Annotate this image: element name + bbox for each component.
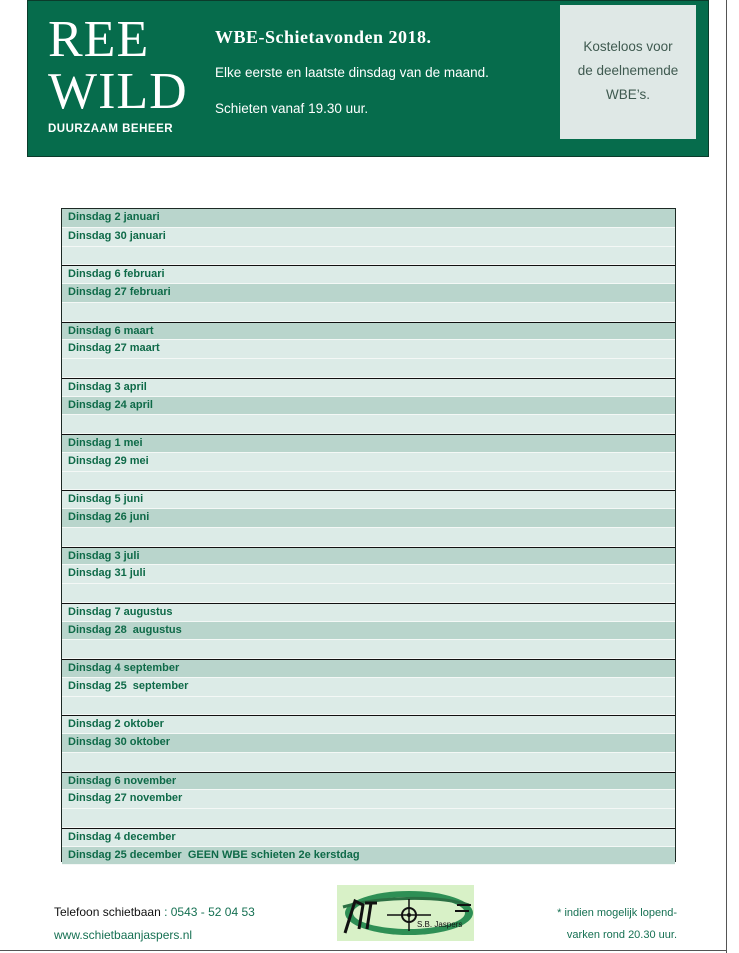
schedule-row (62, 453, 675, 472)
schedule-date: Dinsdag 5 juni (68, 493, 144, 506)
schedule-row (62, 547, 675, 566)
schedule-date: Dinsdag 6 maart (68, 324, 154, 337)
schedule-row (62, 490, 675, 509)
schedule-date: Dinsdag 29 mei (68, 454, 149, 467)
schedule-table (61, 208, 676, 862)
footnote-line-2: varken rond 20.30 uur. (566, 929, 677, 941)
schedule-date: Dinsdag 1 mei (68, 437, 143, 449)
schedule-row (62, 678, 675, 697)
logo-tagline: DUURZAAM BEHEER (48, 123, 174, 135)
schedule-date: Dinsdag 7 augustus (68, 605, 173, 618)
schedule-date: Dinsdag 27 november (68, 792, 183, 805)
page-title: WBE-Schietavonden 2018. (215, 27, 432, 47)
header-subtitle-schedule: Elke eerste en laatste dinsdag van de maand. (215, 65, 489, 80)
schedule-date: Dinsdag 6 november (68, 774, 177, 787)
schedule-row (62, 790, 675, 809)
schedule-row (62, 265, 675, 284)
schedule-spacer-row (62, 640, 675, 659)
schedule-date: Dinsdag 2 oktober (68, 718, 164, 731)
schedule-date: Dinsdag 25 december GEEN WBE schieten 2e kerstdag (68, 848, 360, 861)
schedule-date: Dinsdag 25 september (68, 679, 189, 692)
schedule-row (62, 847, 675, 866)
page-edge-bottom (0, 950, 727, 951)
schedule-row (62, 397, 675, 416)
schedule-date: Dinsdag 27 februari (68, 286, 171, 298)
phone-info (54, 905, 255, 919)
schedule-date: Dinsdag 4 december (68, 830, 176, 843)
schedule-row (62, 434, 675, 453)
note-line-2: de deelnemende (577, 63, 679, 78)
schedule-date: Dinsdag 30 oktober (68, 736, 171, 748)
badge-text: S.B. Jaspers (417, 920, 463, 929)
schedule-row (62, 772, 675, 791)
note-line-3: WBE’s. (605, 87, 650, 102)
schedule-spacer-row (62, 528, 675, 547)
schedule-row (62, 659, 675, 678)
schedule-spacer-row (62, 303, 675, 322)
reewild-logo (48, 11, 188, 135)
note-line-1: Kosteloos voor (583, 39, 673, 54)
header-subtitle-time: Schieten vanaf 19.30 uur. (215, 101, 369, 116)
schedule-date: Dinsdag 6 februari (68, 268, 165, 281)
schedule-row (62, 228, 675, 247)
schedule-row (62, 734, 675, 753)
schedule-spacer-row (62, 472, 675, 491)
schedule-date: Dinsdag 3 april (68, 380, 147, 393)
schedule-spacer-row (62, 753, 675, 772)
schedule-row (62, 209, 675, 228)
footnote-line-1: * indien mogelijk lopend- (557, 907, 677, 919)
free-of-charge-note (560, 5, 696, 139)
schedule-spacer-row (62, 247, 675, 266)
schedule-row (62, 340, 675, 359)
schedule-date: Dinsdag 30 januari (68, 229, 166, 242)
schedule-row (62, 603, 675, 622)
logo-line-wild-text: WILD (48, 63, 188, 120)
logo-line-ree: REE (48, 11, 150, 68)
schedule-date: Dinsdag 28 augustus (68, 623, 182, 636)
header-banner (27, 0, 709, 157)
schedule-date: Dinsdag 4 september (68, 662, 180, 674)
sb-jaspers-logo (337, 885, 474, 941)
schedule-spacer-row (62, 809, 675, 828)
phone-label: Telefoon schietbaan (54, 905, 161, 919)
schedule-date: Dinsdag 31 juli (68, 567, 146, 580)
phone-number: : 0543 - 52 04 53 (164, 905, 255, 919)
schedule-row (62, 828, 675, 847)
schedule-row (62, 565, 675, 584)
schedule-row (62, 378, 675, 397)
schedule-date: Dinsdag 2 januari (68, 211, 160, 223)
schedule-row (62, 509, 675, 528)
schedule-spacer-row (62, 415, 675, 434)
schedule-row (62, 322, 675, 341)
schedule-spacer-row (62, 584, 675, 603)
page-edge-right (726, 0, 727, 953)
logo-line-wild (48, 63, 188, 120)
schedule-spacer-row (62, 697, 675, 716)
schedule-date: Dinsdag 3 juli (68, 549, 140, 562)
schedule-date: Dinsdag 26 juni (68, 511, 150, 523)
schedule-date: Dinsdag 27 maart (68, 342, 160, 355)
schedule-row (62, 715, 675, 734)
shooting-range-emblem (337, 885, 474, 941)
schedule-spacer-row (62, 359, 675, 378)
schedule-row (62, 284, 675, 303)
schedule-row (62, 622, 675, 641)
schedule-date: Dinsdag 24 april (68, 398, 153, 411)
website-link[interactable]: www.schietbaanjaspers.nl (54, 928, 193, 942)
